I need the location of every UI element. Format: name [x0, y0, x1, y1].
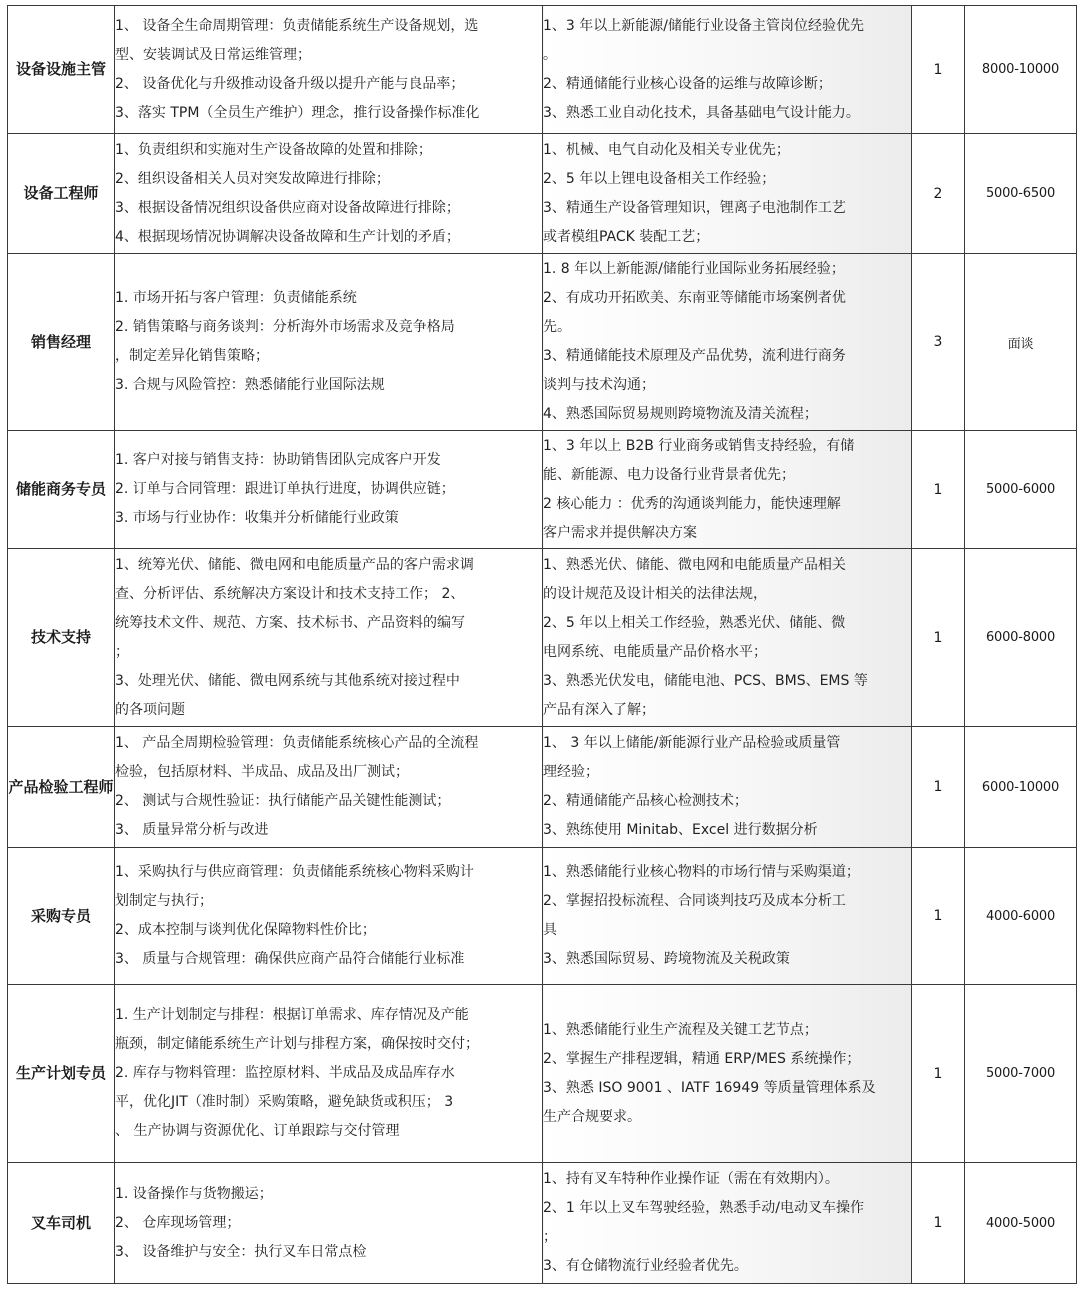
salary-range: 4000-6000: [965, 848, 1077, 985]
job-requirements-line: 电网系统、电能质量产品价格水平；: [543, 643, 767, 660]
job-duties-line: 划制定与执行；: [115, 893, 213, 909]
job-requirements-line: 1、熟悉光伏、储能、微电网和电能质量产品相关: [543, 556, 846, 573]
job-requirements-line: 1、持有叉车特种作业操作证（需在有效期内）。: [543, 1171, 839, 1187]
job-duties: [115, 549, 543, 727]
job-duties: [115, 985, 543, 1163]
job-requirements: [543, 134, 912, 254]
job-duties-line: 3. 市场与行业协作：收集并分析储能行业政策: [115, 510, 399, 526]
table-row: [8, 431, 1077, 549]
headcount: 1: [912, 985, 965, 1163]
job-requirements-line: 生产合规要求。: [543, 1108, 641, 1125]
job-requirements-line: 2、精通储能产品核心检测技术；: [543, 793, 748, 809]
job-requirements-line: 2 核心能力 ：优秀的沟通谈判能力，能快速理解: [543, 495, 841, 512]
job-requirements-line: 2、1 年以上叉车驾驶经验，熟悉手动/电动叉车操作: [543, 1200, 864, 1216]
table-row: [8, 848, 1077, 985]
job-duties: [115, 6, 543, 134]
job-requirements: [543, 727, 912, 848]
job-duties-line: 1. 设备操作与货物搬运；: [115, 1185, 273, 1202]
job-requirements-line: 具: [543, 922, 557, 938]
job-duties-line: 2、 设备优化与升级推动设备升级以提升产能与良品率；: [115, 75, 465, 92]
job-duties-line: 型、安装调试及日常运维管理；: [115, 46, 311, 63]
job-requirements-line: 的设计规范及设计相关的法律法规，: [543, 585, 767, 602]
job-duties-line: 2、 测试与合规性验证：执行储能产品关键性能测试；: [115, 793, 451, 809]
position-title: 采购专员: [8, 848, 115, 985]
job-requirements-line: 2、掌握生产排程逻辑，精通 ERP/MES 系统操作；: [543, 1050, 861, 1067]
job-requirements-line: 4、熟悉国际贸易规则跨境物流及清关流程；: [543, 406, 818, 422]
salary-range: 5000-6000: [965, 431, 1077, 549]
table-row: [8, 6, 1077, 134]
job-duties-line: 1、统筹光伏、储能、微电网和电能质量产品的客户需求调: [115, 556, 474, 573]
salary-range: 6000-8000: [965, 549, 1077, 727]
job-duties-line: 3. 合规与风险管控：熟悉储能行业国际法规: [115, 377, 385, 393]
job-requirements-line: 。: [543, 46, 557, 63]
job-requirements-line: ；: [543, 1229, 557, 1245]
job-duties-line: 1、 设备全生命周期管理：负责储能系统生产设备规划，选: [115, 17, 479, 34]
table-row: [8, 254, 1077, 431]
job-requirements: [543, 848, 912, 985]
job-duties-line: 3、 设备维护与安全：执行叉车日常点检: [115, 1243, 367, 1260]
job-requirements-line: 1、3 年以上 B2B 行业商务或销售支持经验，有储: [543, 437, 855, 454]
headcount: 1: [912, 6, 965, 134]
job-duties-line: 3、处理光伏、储能、微电网系统与其他系统对接过程中: [115, 672, 460, 689]
job-duties: [115, 431, 543, 549]
table-row: [8, 727, 1077, 848]
table-row: [8, 985, 1077, 1163]
job-requirements-line: 客户需求并提供解决方案: [543, 524, 697, 541]
job-duties-line: ，制定差异化销售策略；: [115, 348, 269, 364]
job-duties-line: 2、成本控制与谈判优化保障物料性价比；: [115, 922, 376, 938]
job-duties: [115, 1163, 543, 1284]
salary-range: 4000-5000: [965, 1163, 1077, 1284]
job-requirements-line: 2、5 年以上锂电设备相关工作经验；: [543, 170, 776, 187]
table-row: [8, 134, 1077, 254]
headcount: 3: [912, 254, 965, 431]
job-duties-line: 平，优化JIT（准时制）采购策略，避免缺货或积压； 3: [115, 1094, 454, 1110]
job-requirements-line: 1、3 年以上新能源/储能行业设备主管岗位经验优先: [543, 17, 864, 34]
job-requirements-line: 能、新能源、电力设备行业背景者优先；: [543, 466, 795, 483]
job-requirements-line: 先。: [543, 319, 571, 335]
job-requirements-line: 2、掌握招投标流程、合同谈判技巧及成本分析工: [543, 893, 846, 909]
job-requirements-line: 3、精通生产设备管理知识，锂离子电池制作工艺: [543, 199, 846, 216]
headcount: 1: [912, 431, 965, 549]
job-duties-line: 瓶颈，制定储能系统生产计划与排程方案，确保按时交付；: [115, 1036, 479, 1052]
job-requirements-line: 3、熟悉 ISO 9001 、IATF 16949 等质量管理体系及: [543, 1079, 876, 1096]
job-requirements: [543, 431, 912, 549]
position-title: 设备设施主管: [8, 6, 115, 134]
position-title: 技术支持: [8, 549, 115, 727]
job-duties-line: 查、分析评估、系统解决方案设计和技术支持工作； 2、: [115, 585, 465, 602]
job-requirements-line: 2、5 年以上相关工作经验，熟悉光伏、储能、微: [543, 614, 846, 631]
job-duties-line: 的各项问题: [115, 701, 185, 718]
job-duties-line: 3、 质量异常分析与改进: [115, 822, 269, 838]
job-duties-line: 2. 销售策略与商务谈判：分析海外市场需求及竞争格局: [115, 319, 455, 335]
position-title: 生产计划专员: [8, 985, 115, 1163]
job-requirements-line: 3、熟悉工业自动化技术，具备基础电气设计能力。: [543, 104, 860, 121]
salary-range: 5000-6500: [965, 134, 1077, 254]
job-requirements: [543, 985, 912, 1163]
job-requirements: [543, 254, 912, 431]
table-row: [8, 549, 1077, 727]
job-duties: [115, 134, 543, 254]
job-requirements: [543, 6, 912, 134]
headcount: 1: [912, 848, 965, 985]
job-duties-line: 1. 客户对接与销售支持：协助销售团队完成客户开发: [115, 452, 441, 468]
position-title: 产品检验工程师: [8, 727, 115, 848]
headcount: 2: [912, 134, 965, 254]
job-table: [7, 5, 1077, 1284]
job-requirements-line: 1. 8 年以上新能源/储能行业国际业务拓展经验；: [543, 261, 845, 277]
job-duties-line: 2. 库存与物料管理：监控原材料、半成品及成品库存水: [115, 1065, 455, 1081]
job-requirements-line: 3、精通储能技术原理及产品优势，流利进行商务: [543, 348, 846, 364]
headcount: 1: [912, 727, 965, 848]
job-requirements-line: 3、熟悉国际贸易、跨境物流及关税政策: [543, 951, 790, 967]
job-requirements-line: 或者模组PACK 装配工艺；: [543, 228, 710, 245]
job-duties-line: 4、根据现场情况协调解决设备故障和生产计划的矛盾；: [115, 228, 460, 245]
job-requirements-line: 2、有成功开拓欧美、东南亚等储能市场案例者优: [543, 290, 846, 306]
position-title: 叉车司机: [8, 1163, 115, 1284]
job-duties-line: ；: [115, 643, 129, 660]
job-requirements-line: 谈判与技术沟通；: [543, 377, 655, 393]
job-requirements-line: 理经验；: [543, 764, 599, 780]
job-duties-line: 1. 生产计划制定与排程：根据订单需求、库存情况及产能: [115, 1007, 469, 1023]
job-requirements-line: 1、熟悉储能行业核心物料的市场行情与采购渠道；: [543, 864, 860, 880]
job-duties-line: 1. 市场开拓与客户管理：负责储能系统: [115, 290, 357, 306]
salary-range: 8000-10000: [965, 6, 1077, 134]
table-row: [8, 1163, 1077, 1284]
job-requirements-line: 产品有深入了解；: [543, 701, 655, 718]
job-duties: [115, 727, 543, 848]
position-title: 储能商务专员: [8, 431, 115, 549]
job-requirements-line: 1、机械、电气自动化及相关专业优先；: [543, 141, 790, 158]
job-requirements: [543, 1163, 912, 1284]
job-duties-line: 1、 产品全周期检验管理：负责储能系统核心产品的全流程: [115, 735, 479, 751]
job-duties-line: 3、根据设备情况组织设备供应商对设备故障进行排除；: [115, 199, 460, 216]
job-requirements: [543, 549, 912, 727]
salary-range: 面谈: [965, 254, 1077, 431]
salary-range: 5000-7000: [965, 985, 1077, 1163]
job-requirements-line: 3、有仓储物流行业经验者优先。: [543, 1258, 748, 1274]
job-requirements-line: 1、 3 年以上储能/新能源行业产品检验或质量管: [543, 735, 841, 751]
job-duties: [115, 254, 543, 431]
job-duties-line: 2、组织设备相关人员对突发故障进行排除；: [115, 170, 390, 187]
job-duties-line: 1、采购执行与供应商管理：负责储能系统核心物料采购计: [115, 864, 474, 880]
job-requirements-line: 3、熟练使用 Minitab、Excel 进行数据分析: [543, 822, 818, 838]
job-duties-line: 2. 订单与合同管理：跟进订单执行进度，协调供应链；: [115, 481, 455, 497]
salary-range: 6000-10000: [965, 727, 1077, 848]
headcount: 1: [912, 1163, 965, 1284]
job-duties-line: 检验，包括原材料、半成品、成品及出厂测试；: [115, 764, 409, 780]
position-title: 销售经理: [8, 254, 115, 431]
position-title: 设备工程师: [8, 134, 115, 254]
job-duties-line: 3、落实 TPM（全员生产维护）理念，推行设备操作标准化: [115, 104, 480, 121]
job-duties-line: 统筹技术文件、规范、方案、技术标书、产品资料的编写: [115, 614, 465, 631]
job-requirements-line: 1、熟悉储能行业生产流程及关键工艺节点；: [543, 1021, 818, 1038]
job-duties: [115, 848, 543, 985]
job-duties-line: 3、 质量与合规管理：确保供应商产品符合储能行业标准: [115, 951, 465, 967]
job-duties-line: 1、负责组织和实施对生产设备故障的处置和排除；: [115, 141, 432, 158]
job-duties-line: 2、 仓库现场管理；: [115, 1214, 241, 1231]
headcount: 1: [912, 549, 965, 727]
job-requirements-line: 2、精通储能行业核心设备的运维与故障诊断；: [543, 75, 832, 92]
job-duties-line: 、 生产协调与资源优化、订单跟踪与交付管理: [115, 1123, 400, 1139]
job-requirements-line: 3、熟悉光伏发电，储能电池、PCS、BMS、EMS 等: [543, 672, 868, 689]
